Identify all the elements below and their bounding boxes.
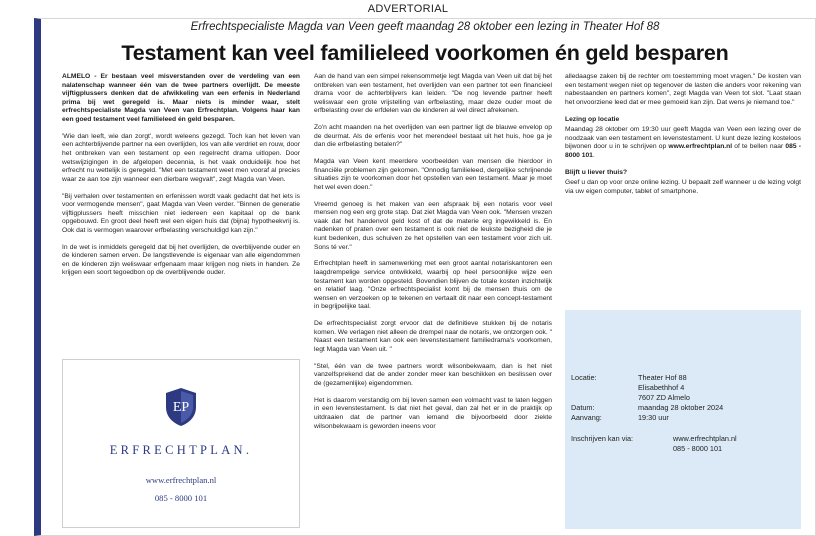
body-paragraph: Vreemd genoeg is het maken van een afspraak bij een notaris voor veel mensen nog een erg grote stap. Dat ziet Magda van Veen ook. "Mensen vrezen vaak dat het handenvol geld kost of dat de materie erg ingewikkeld is. En nadenken of praten over een testament is ook niet de leukste bezigheid die je kunt bedenken, dus schuiven ze het opstellen van een testament voor zich uit. Sons té ver." [314, 200, 552, 251]
inschrijven-url-link[interactable]: www.erfrechtplan.nl [673, 434, 737, 443]
datum-value: maandag 28 oktober 2024 [638, 403, 724, 412]
body-paragraph: Het is daarom verstandig om bij leven samen een volmacht vast te laten leggen in een levenstestament. Is dat niet het geval, dan zal het er in de praktijk op uitdraaien dat de partner van iemand die bijvoorbeeld door ziekte wilsonbekwaam is geworden ineens voor [314, 396, 552, 430]
aanvang-value: 19:30 uur [638, 413, 669, 422]
body-paragraph: Erfrechtplan heeft in samenwerking met een groot aantal notariskantoren een laagdrempelige service ontwikkeld, waarbij op heel persoonlijke wijze een testament kan worden opgesteld. Bovendien blijven de totale kosten inzichtelijk en relatief laag. "Onze erfrechtspecialist komt bij de mensen thuis om de wensen en verzoeken op te tekenen en vertaalt dit naar een concept-testament in begrijpelijke taal. [314, 260, 552, 311]
inschrijven-label: Inschrijven kan via: [571, 434, 634, 443]
locatie-line-2: Elisabethhof 4 [638, 383, 685, 392]
lezing-phone: 085 - 8000 101 [565, 143, 801, 159]
body-paragraph: Zo'n acht maanden na het overlijden van een partner ligt de blauwe envelop op de deurmat. Als de erfenis voor het merendeel bestaat uit het huis, hoe ga je dan die erfbelasting betalen?" [314, 124, 552, 149]
lezing-text-mid: of te bellen naar [732, 143, 786, 151]
lezing-text-end: . [592, 151, 595, 159]
body-paragraph [565, 126, 801, 160]
page-title: Testament kan veel familieleed voorkomen én geld besparen [121, 41, 729, 65]
svg-text:EP: EP [172, 400, 190, 415]
article-column-1 [62, 73, 300, 286]
brand-logo-box [62, 359, 300, 528]
article-column-3 [565, 73, 801, 205]
lezing-text: Maandag 28 oktober om 19:30 uur geeft Magda van Veen een lezing over de noodzaak van een testament en levenstestament. U kunt deze lezing kosteloos bijwonen door u in te schrijven op [565, 126, 801, 151]
section-heading-lezing: Lezing op locatie [565, 115, 620, 123]
body-paragraph: De erfrechtspecialist zorgt ervoor dat de definitieve stukken bij de notaris komen. We verlagen niet alleen de drempel naar de notaris, we ontzorgen ook. " Naast een testament kan ook een levenstestament familiedrama's voorkomen, legt Magda van Veen uit. " [314, 320, 552, 353]
event-info-box [565, 310, 801, 529]
article-column-2 [314, 73, 552, 439]
body-paragraph: In de wet is inmiddels geregeld dat bij het overlijden, de overblijvende ouder en de kinderen samen erven. De langstlevende is eigenaar van alle eigendommen en de kinderen zijn weliswaar erfgenaam maar krijgen nog niets in handen. Ze krijgen een soort tegoedbon op de overblijvende ouder. [62, 243, 300, 277]
section-heading-thuis: Blijft u liever thuis? [565, 168, 628, 176]
body-paragraph: "Bij verhalen over testamenten en erfenissen wordt vaak gedacht dat het iets is voor vermogende mensen", gaat Magda van Veen verder. "Binnen de generatie vijftigplussers heeft misschien niet iedereen een kapitaal op de bank opgebouwd. En groot deel heeft wel een eigen huis dat (bijna) hypotheekvrij is. Ook dat is vermogen waarover erfbelasting verschuldigd kan zijn." [62, 192, 300, 234]
aanvang-label: Aanvang: [571, 413, 602, 422]
body-paragraph: Geef u dan op voor onze online lezing. U bepaalt zelf wanneer u de lezing volgt via uw eigen computer, tablet of smartphone. [565, 179, 801, 195]
lead-paragraph: ALMELO - Er bestaan veel misverstanden over de verdeling van een nalatenschap wanneer één van de twee partners overlijdt. De meeste vijftigplussers denken dat de afwikkeling van een erfenis in Nederland prima bij wet geregeld is. Maar niets is minder waar, stelt erfrechtspecialiste Magda van Veen van Erfrechtplan. Volgens haar kan een goed testament veel familieleed én geld besparen. [62, 73, 300, 123]
datum-label: Datum: [571, 403, 595, 412]
brand-phone: 085 - 8000 101 [154, 493, 208, 503]
advertorial-label: ADVERTORIAL [367, 3, 449, 15]
inschrijven-phone: 085 - 8000 101 [673, 444, 723, 453]
shield-logo-icon [164, 387, 198, 427]
lezing-url-link[interactable]: www.erfrechtplan.nl [668, 143, 733, 151]
body-paragraph: "Stel, één van de twee partners wordt wilsonbekwaam, dan is het niet vanzelfsprekend dat de ander zonder meer kan beschikken en beslissen over de (gezamenlijke) eigendommen. [314, 362, 552, 387]
locatie-line-3: 7607 ZD Almelo [638, 393, 690, 402]
body-paragraph: 'Wie dan leeft, wie dan zorgt', wordt weleens gezegd. Toch kan het leven van een achterblijvende partner na een overlijden, los van alle verdriet en rouw, door het ontbreken van een testament op een regelrecht drama uitlopen. Door wetswijzigingen in de afgelopen decennia, is het vaak onduidelijk hoe het erfrecht nu wettelijk is geregeld. "Met een testament weet men vooraf al precies waar ze aan toe zijn wanneer een dierbare wegvalt", zegt Magda van Veen. [62, 132, 300, 183]
brand-name: ERFRECHTPLAN. [109, 443, 253, 457]
body-paragraph: alledaagse zaken bij de rechter om toestemming moet vragen." De kosten van een testament wegen niet op tegenover de lasten die anders voor rekening van nabestaanden en partners komen", zegt Magda van Veen tot slot. "Laat staan het onvoorziene leed dat er mee gemoeid kan zijn. Dat wens je niemand toe." [565, 73, 801, 106]
locatie-label: Locatie: [571, 373, 597, 382]
brand-url-link[interactable]: www.erfrechtplan.nl [145, 475, 217, 485]
body-paragraph: Magda van Veen kent meerdere voorbeelden van mensen die hierdoor in financiële problemen zijn gekomen. "Onnodig familieleed, dergelijke schrijnende situaties zijn te voorkomen door het opstellen van een testament. Maar je moet het wel even doen." [314, 158, 552, 191]
body-paragraph: Aan de hand van een simpel rekensommetje legt Magda van Veen uit dat bij het ontbreken van een testament, het overlijden van een partner tot een financieel drama voor de achterblijvers kan leiden. "De nog levende partner heeft weliswaar een grote vrijstelling van erfbelasting, maar deze ouder moet de erfbelasting over de erfdelen van de kinderen al wel direct afrekenen. [314, 73, 552, 115]
kicker-line: Erfrechtspecialiste Magda van Veen geeft maandag 28 oktober een lezing in Theater Hof 88 [190, 21, 660, 33]
locatie-line-1: Theater Hof 88 [638, 373, 687, 382]
